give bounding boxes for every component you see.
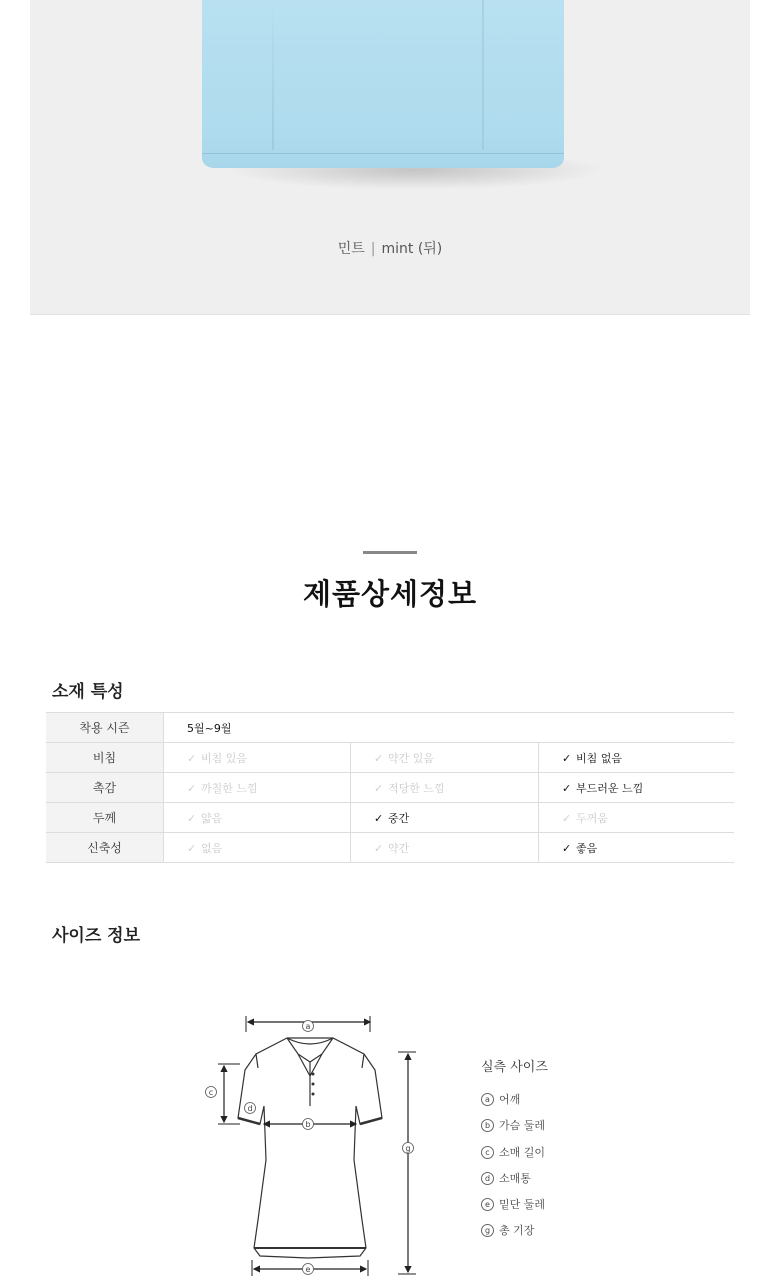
material-option	[351, 773, 539, 803]
material-row	[46, 803, 734, 833]
marker-badge: d	[481, 1172, 494, 1185]
size-legend-item	[481, 1224, 548, 1250]
marker-g: g	[405, 1144, 411, 1153]
size-legend-label: 밑단 둘레	[499, 1198, 546, 1212]
product-photo-panel	[30, 0, 750, 315]
material-table	[46, 712, 734, 863]
material-section-title: 소재 특성	[52, 682, 124, 702]
mint-polo-shirt-image	[202, 0, 564, 168]
size-legend-item	[481, 1119, 548, 1145]
material-option-label: 얇음	[201, 811, 223, 825]
material-option-label: 없음	[201, 841, 223, 855]
check-icon: ✓	[374, 841, 384, 855]
material-row	[46, 773, 734, 803]
material-option-selected	[351, 803, 539, 833]
material-option-label: 중간	[388, 811, 410, 825]
size-section-title: 사이즈 정보	[52, 926, 141, 946]
material-option-selected	[539, 773, 735, 803]
marker-a: a	[305, 1022, 311, 1031]
check-icon: ✓	[187, 811, 197, 825]
size-legend-item	[481, 1146, 548, 1172]
color-name-en: mint (뒤)	[381, 241, 443, 257]
page-title: 제품상세정보	[302, 577, 478, 611]
check-icon: ✓	[374, 751, 384, 765]
material-option-label: 적당한 느낌	[388, 781, 445, 795]
size-legend-label: 어깨	[499, 1093, 521, 1106]
season-value: 5월~9월	[164, 713, 735, 743]
check-icon: ✓	[562, 841, 572, 855]
marker-d: d	[247, 1104, 253, 1113]
material-option	[539, 803, 735, 833]
size-legend-label: 소매 길이	[499, 1145, 546, 1159]
size-legend-item	[481, 1198, 548, 1224]
material-row-label: 착용 시즌	[46, 713, 164, 743]
marker-badge: g	[481, 1224, 494, 1237]
material-option	[351, 833, 539, 863]
marker-badge: b	[481, 1119, 494, 1132]
size-diagram	[200, 1010, 440, 1280]
material-row-label: 비침	[46, 743, 164, 773]
size-legend-item	[481, 1172, 548, 1198]
check-icon: ✓	[562, 811, 572, 825]
material-option	[351, 743, 539, 773]
marker-c: c	[208, 1088, 214, 1097]
check-icon: ✓	[562, 781, 572, 795]
polo-shirt-outline-icon	[238, 1038, 382, 1258]
check-icon: ✓	[187, 841, 197, 855]
material-row	[46, 743, 734, 773]
size-legend-item	[481, 1093, 548, 1119]
material-option	[164, 773, 351, 803]
marker-badge: a	[481, 1093, 494, 1106]
material-option-label: 좋음	[576, 841, 598, 855]
check-icon: ✓	[374, 781, 384, 795]
marker-e: e	[305, 1265, 311, 1274]
color-name-ko: 민트	[337, 241, 365, 257]
marker-badge: e	[481, 1198, 494, 1211]
size-legend-label: 총 기장	[499, 1224, 535, 1238]
marker-b: b	[305, 1120, 311, 1129]
check-icon: ✓	[187, 781, 197, 795]
material-option-label: 부드러운 느낌	[576, 781, 644, 795]
material-row-label: 촉감	[46, 773, 164, 803]
material-option-label: 비침 없음	[576, 751, 623, 765]
size-legend-label: 가슴 둘레	[499, 1119, 546, 1133]
check-icon: ✓	[562, 751, 572, 765]
check-icon: ✓	[374, 811, 384, 825]
size-legend-title: 실측 사이즈	[481, 1060, 548, 1075]
check-icon: ✓	[187, 751, 197, 765]
material-option	[164, 833, 351, 863]
material-row-label: 두께	[46, 803, 164, 833]
material-option-label: 약간 있음	[388, 751, 435, 765]
photo-caption	[30, 238, 750, 258]
material-option-label: 까칠한 느낌	[201, 781, 258, 795]
marker-badge: c	[481, 1146, 494, 1159]
material-option-selected	[539, 833, 735, 863]
size-legend-label: 소매통	[499, 1171, 531, 1185]
material-row-label: 신축성	[46, 833, 164, 863]
heading-divider	[363, 551, 417, 554]
material-row	[46, 713, 734, 743]
material-option	[164, 803, 351, 833]
size-legend	[481, 1056, 548, 1251]
material-option-label: 약간	[388, 841, 410, 855]
caption-separator: |	[370, 241, 376, 257]
material-option	[164, 743, 351, 773]
material-option-label: 두꺼움	[576, 811, 608, 825]
material-option-label: 비침 있음	[201, 751, 248, 765]
material-row	[46, 833, 734, 863]
material-option-selected	[539, 743, 735, 773]
